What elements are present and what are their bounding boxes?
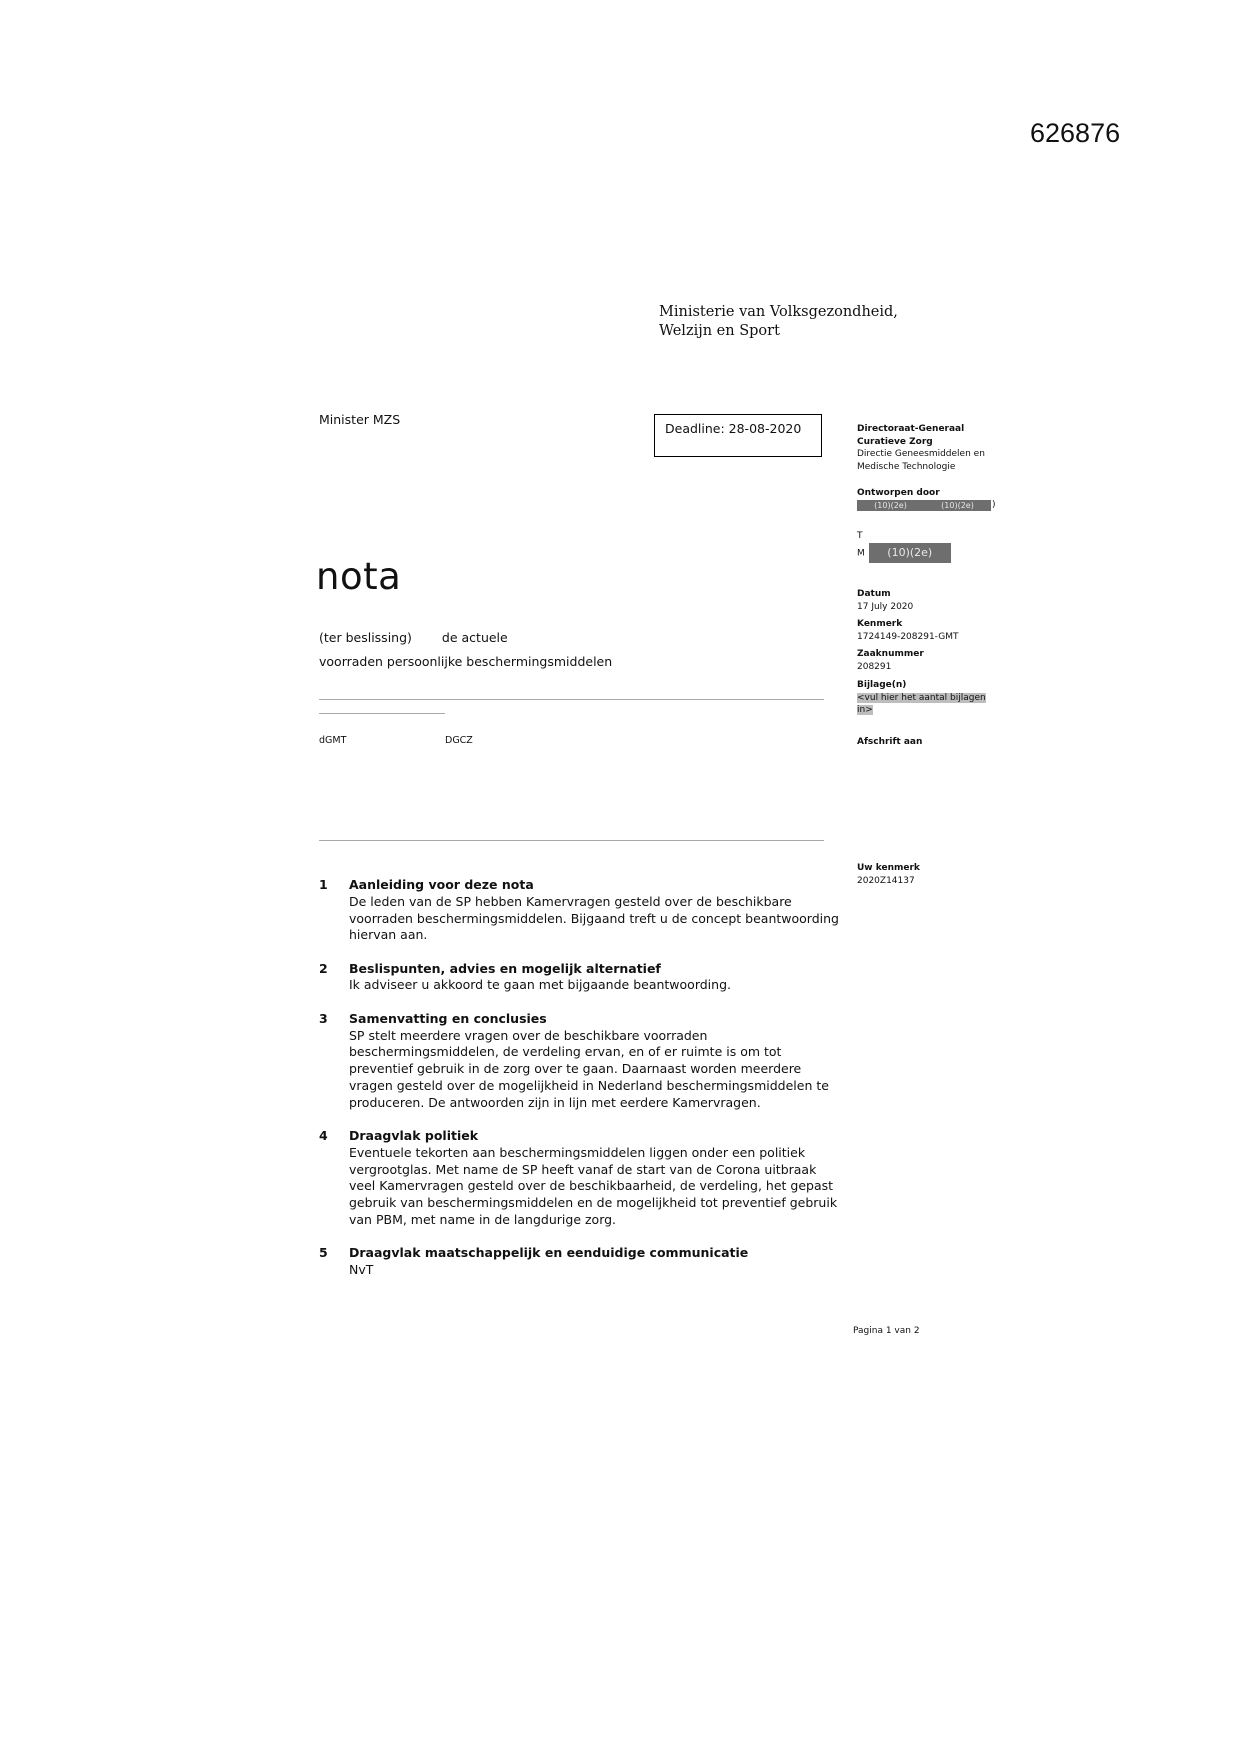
ministry-name xyxy=(659,303,919,341)
document-number: 626876 xyxy=(1030,118,1121,148)
section-line: Ik adviseer u akkoord te gaan met bijgaande beantwoording. xyxy=(349,977,731,993)
sidebar-directorate xyxy=(857,423,1007,473)
afschrift-label: Afschrift aan xyxy=(857,737,923,747)
section-number: 5 xyxy=(319,1245,328,1261)
subject xyxy=(319,626,839,674)
redaction-block xyxy=(857,500,991,511)
section-heading: Beslispunten, advies en mogelijk alternatief xyxy=(349,960,661,976)
dg-line-2: Curatieve Zorg xyxy=(857,436,933,447)
datum-label: Datum xyxy=(857,589,891,599)
addressee: Minister MZS xyxy=(319,412,401,427)
bijlage-label: Bijlage(n) xyxy=(857,680,907,690)
deadline-box: Deadline: 28-08-2020 xyxy=(654,414,822,457)
dg-line-1: Directoraat-Generaal xyxy=(857,424,965,434)
redaction-block: (10)(2e) xyxy=(869,543,951,563)
bijlage-placeholder-1: <vul hier het aantal bijlagen xyxy=(857,692,986,703)
m-label: M xyxy=(857,548,865,558)
bijlage-placeholder-2: in> xyxy=(857,705,873,715)
directie-line-1: Directie Geneesmiddelen en xyxy=(857,449,985,459)
section-line: produceren. De antwoorden zijn in lijn met eerdere Kamervragen. xyxy=(349,1094,761,1110)
section-line: hiervan aan. xyxy=(349,927,428,943)
t-label: T xyxy=(857,531,863,541)
subject-prefix: (ter beslissing) xyxy=(319,630,412,645)
section-4 xyxy=(319,1128,849,1229)
section-line: beschermingsmiddelen, de verdeling ervan, en of er ruimte is om tot xyxy=(349,1044,782,1060)
sidebar-uw-kenmerk xyxy=(857,862,1007,887)
sidebar-bijlage xyxy=(857,679,1007,717)
sidebar-zaaknummer xyxy=(857,648,1007,673)
ontworpen-label: Ontworpen door xyxy=(857,488,940,498)
ministry-line-2: Welzijn en Sport xyxy=(659,323,780,339)
sidebar-datum xyxy=(857,588,1007,613)
section-number: 3 xyxy=(319,1010,328,1026)
section-heading: Draagvlak maatschappelijk en eenduidige communicatie xyxy=(349,1245,749,1261)
sidebar-contact xyxy=(857,530,1007,563)
section-heading: Aanleiding voor deze nota xyxy=(349,877,534,892)
divider xyxy=(319,840,824,841)
section-number: 4 xyxy=(319,1128,328,1144)
directie-line-2: Medische Technologie xyxy=(857,461,956,472)
ministry-line-1: Ministerie van Volksgezondheid, xyxy=(659,304,898,320)
sidebar-afschrift xyxy=(857,736,1007,749)
kenmerk-label: Kenmerk xyxy=(857,619,903,629)
document-title: nota xyxy=(316,555,402,598)
section-2 xyxy=(319,961,849,995)
datum-value: 17 July 2020 xyxy=(857,601,914,612)
section-3 xyxy=(319,1011,849,1112)
section-line: NvT xyxy=(349,1262,374,1278)
section-line: van PBM, met name in de langdurige zorg. xyxy=(349,1212,617,1228)
section-line: vragen gesteld over de mogelijkheid in Nederland beschermingsmiddelen te xyxy=(349,1077,829,1093)
section-1 xyxy=(319,877,849,944)
subject-line-1: de actuele xyxy=(441,630,508,645)
sidebar-ontworpen-door xyxy=(857,487,1007,511)
kenmerk-value: 1724149-208291-GMT xyxy=(857,631,959,642)
section-number: 1 xyxy=(319,877,328,892)
zaaknummer-label: Zaaknummer xyxy=(857,649,924,659)
section-line: vergrootglas. Met name de SP heeft vanaf de start van de Corona uitbraak xyxy=(349,1161,817,1177)
divider xyxy=(319,699,824,700)
section-5 xyxy=(319,1245,849,1279)
signoff-dgcz: DGCZ xyxy=(445,735,473,746)
uw-kenmerk-value: 2020Z14137 xyxy=(857,875,915,886)
divider xyxy=(319,713,445,714)
section-heading: Draagvlak politiek xyxy=(349,1128,479,1144)
section-line: De leden van de SP hebben Kamervragen gesteld over de beschikbare xyxy=(349,893,792,909)
zaaknummer-value: 208291 xyxy=(857,661,892,672)
signoff-dgmt: dGMT xyxy=(319,735,347,746)
section-heading: Samenvatting en conclusies xyxy=(349,1010,547,1026)
sections xyxy=(319,877,849,1295)
section-number: 2 xyxy=(319,960,328,976)
closing-paren: ) xyxy=(992,500,996,510)
section-line: voorraden beschermingsmiddelen. Bijgaand treft u de concept beantwoording xyxy=(349,910,839,926)
redaction-code: (10)(2e) xyxy=(874,500,907,510)
page-number: Pagina 1 van 2 xyxy=(853,1326,920,1336)
subject-line-2: voorraden persoonlijke beschermingsmiddelen xyxy=(319,654,613,669)
section-line: Eventuele tekorten aan beschermingsmiddelen liggen onder een politiek xyxy=(349,1144,806,1160)
section-line: gebruik van beschermingsmiddelen en de mogelijkheid tot preventief gebruik xyxy=(349,1195,838,1211)
section-line: preventief gebruik in de zorg over te gaan. Daarnaast worden meerdere xyxy=(349,1061,802,1077)
redaction-code: (10)(2e) xyxy=(941,500,974,510)
sidebar-kenmerk xyxy=(857,618,1007,643)
section-line: veel Kamervragen gesteld over de beschikbaarheid, de verdeling, het gepast xyxy=(349,1178,834,1194)
section-line: SP stelt meerdere vragen over de beschikbare voorraden xyxy=(349,1027,708,1043)
uw-kenmerk-label: Uw kenmerk xyxy=(857,863,920,873)
